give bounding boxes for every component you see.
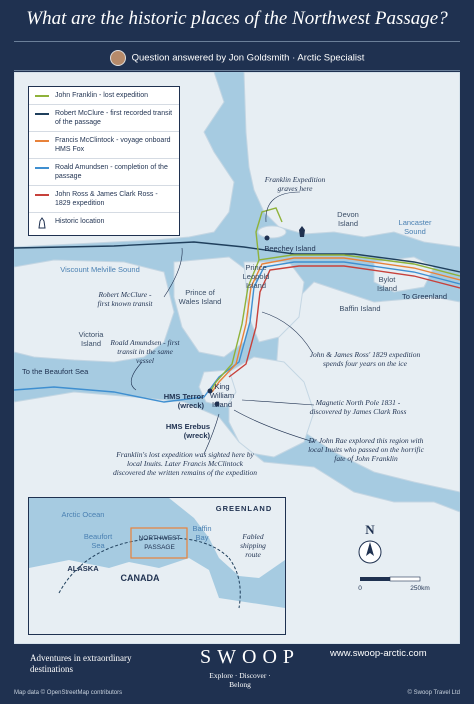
- byline: [0, 50, 474, 68]
- compass-icon: [359, 541, 381, 563]
- label-hms-terror: HMS Terror (wreck): [163, 392, 204, 410]
- legend-item: [29, 186, 179, 213]
- logo-subtitle: Explore · Discover · Belong: [209, 671, 271, 689]
- beechey-island: [258, 226, 286, 238]
- legend-label: Robert McClure - first recorded transit of the passage: [55, 110, 173, 126]
- annotation-amundsen: Roald Amundsen - first transit in the same vessel: [110, 338, 180, 365]
- annotation-mcclure: Robert McClure - first known transit: [97, 290, 153, 308]
- legend-item: [29, 213, 179, 235]
- label-prince-leopold: Prince Leopold Island: [242, 263, 270, 290]
- label-baffin: Baffin Island: [339, 304, 381, 313]
- legend-item: [29, 132, 179, 159]
- legend-label: John Franklin - lost expedition: [55, 92, 148, 99]
- historic-location-icon: [35, 217, 49, 231]
- inset-label-fabled: Fabled shipping route: [240, 532, 266, 559]
- scale-zero: 0: [358, 585, 362, 592]
- annotation-franklin-graves: Franklin Expedition graves here: [264, 175, 326, 193]
- page-title: What are the historic places of the Northwest Passage?: [26, 8, 448, 29]
- inset-label-alaska: ALASKA: [67, 564, 99, 573]
- compass-letter: N: [365, 522, 375, 537]
- scale-end: 250km: [410, 585, 430, 592]
- website-link[interactable]: www.swoop-arctic.com: [330, 648, 427, 659]
- avatar: [110, 50, 126, 66]
- legend-swatch: [35, 167, 49, 169]
- label-victoria: Victoria Island: [78, 330, 104, 348]
- annotation-rae: Dr John Rae explored this region with local Inuits who passed on the horrific fate of John Franklin: [308, 436, 424, 463]
- inset-label-canada: CANADA: [120, 573, 160, 583]
- label-beechey: Beechey Island: [264, 244, 316, 253]
- legend-label: John Ross & James Clark Ross - 1829 expedition: [55, 191, 158, 207]
- copyright: © Swoop Travel Ltd: [407, 690, 460, 696]
- annotation-lost-expedition: Franklin's lost expedition was sighted here by local Inuits. Later Francis McClintock discovered the written remains of the expedition: [113, 450, 257, 477]
- legend-swatch: [35, 140, 49, 142]
- inset-label-arctic-ocean: Arctic Ocean: [61, 510, 105, 519]
- beechey-marker: [265, 236, 270, 241]
- legend-item: [29, 159, 179, 186]
- label-viscount: Viscount Melville Sound: [60, 265, 140, 274]
- inset-label-beaufort-sea: Beaufort Sea: [83, 532, 113, 550]
- label-bylot: Bylot Island: [376, 275, 397, 293]
- divider: [14, 70, 460, 71]
- swoop-logo: [200, 646, 301, 689]
- scale-bar: [360, 577, 420, 581]
- label-lancaster: Lancaster Sound: [398, 218, 432, 236]
- annotation-ross: John & James Ross' 1829 expedition spends four years on the ice: [309, 350, 421, 368]
- legend-item: [29, 105, 179, 132]
- inset-label-nwp: NORTHWEST PASSAGE: [138, 535, 181, 551]
- annotation-magnetic: Magnetic North Pole 1831 - discovered by James Clark Ross: [309, 398, 407, 416]
- logo-text: SWOOP: [200, 646, 301, 668]
- map-credit: Map data © OpenStreetMap contributors: [14, 690, 123, 696]
- label-devon: Devon Island: [337, 210, 359, 228]
- inset-label-baffin-bay: Baffin Bay: [192, 524, 212, 542]
- label-king-william: King William Island: [209, 382, 235, 409]
- divider: [14, 41, 460, 42]
- legend-label: Roald Amundsen - completion of the passage: [55, 164, 168, 180]
- byline-text: Question answered by Jon Goldsmith · Arctic Specialist: [131, 52, 365, 64]
- legend-swatch: [35, 194, 49, 196]
- inset-label-greenland: GREENLAND: [215, 504, 273, 513]
- legend-item: [29, 87, 179, 105]
- label-prince-wales: Prince of Wales Island: [178, 288, 222, 306]
- legend-label: Francis McClintock - voyage onboard HMS Fox: [55, 137, 171, 153]
- legend-swatch: [35, 95, 49, 97]
- legend-swatch: [35, 113, 49, 115]
- inset-map: [28, 497, 286, 635]
- label-hms-erebus: HMS Erebus (wreck): [165, 422, 210, 440]
- footer-tagline: Adventures in extraordinary destinations: [30, 653, 132, 674]
- label-to-beaufort: To the Beaufort Sea: [22, 367, 89, 376]
- legend-label: Historic location: [55, 218, 105, 225]
- legend: [28, 86, 180, 236]
- label-to-greenland: To Greenland: [402, 292, 448, 301]
